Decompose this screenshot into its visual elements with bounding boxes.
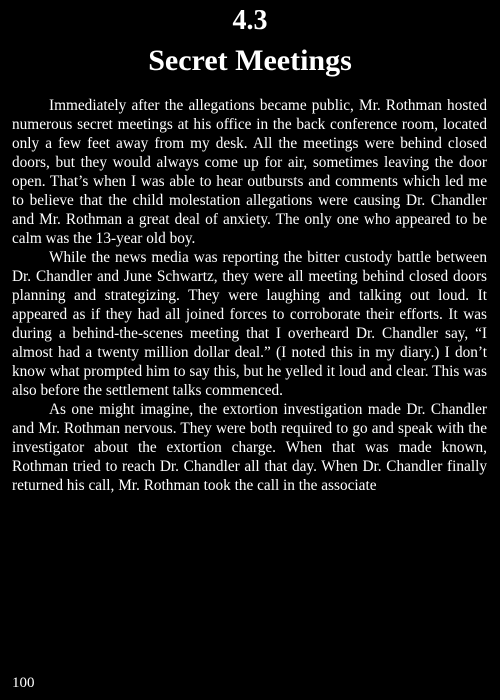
chapter-number: 4.3 bbox=[232, 5, 268, 36]
body-text bbox=[12, 96, 487, 495]
chapter-title: Secret Meetings bbox=[148, 44, 352, 77]
paragraph: Immediately after the allegations became public, Mr. Rothman hosted numerous secret meetings at his office in the back conference room, located only a few feet away from my desk. All the meetings were behind closed doors, but they would always come up for air, sometimes leaving the door open. That’s when I was able to hear outbursts and comments which led me to believe that the child molestation allegations were causing Dr. Chandler and Mr. Rothman a great deal of anxiety. The only one who appeared to be calm was the 13-year old boy. bbox=[12, 97, 487, 247]
paragraph: While the news media was reporting the bitter custody battle between Dr. Chandler and June Schwartz, they were all meeting behind closed doors planning and strategizing. They were laughing and talking out loud. It appeared as if they had all joined forces to corroborate their efforts. It was during a behind-the-scenes meeting that I overheard Dr. Chandler say, “I almost had a twenty million dollar deal.” (I noted this in my diary.) I don’t know what prompted him to say this, but he yelled it loud and clear. This was also before the settlement talks commenced. bbox=[12, 249, 487, 399]
paragraph: As one might imagine, the extortion investigation made Dr. Chandler and Mr. Rothman nervous. They were both required to go and speak with the investigator about the extortion charge. When that was made known, Rothman tried to reach Dr. Chandler all that day. When Dr. Chandler finally returned his call, Mr. Rothman took the call in the associate bbox=[12, 401, 487, 494]
page-number: 100 bbox=[12, 675, 35, 691]
